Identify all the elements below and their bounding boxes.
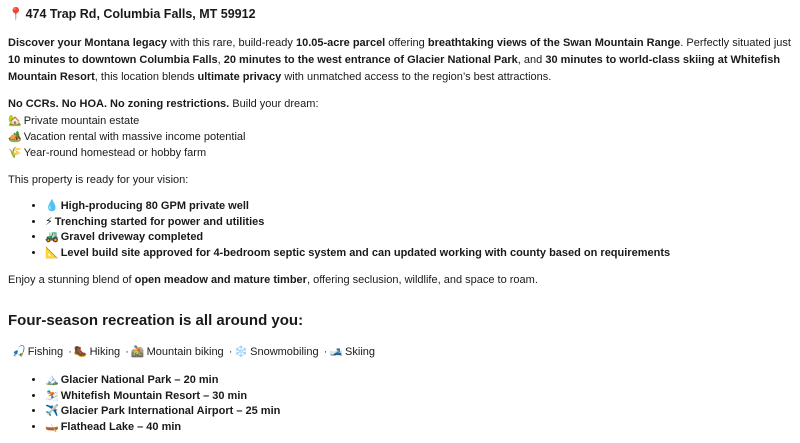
- dream-option-icon: 🏡: [8, 115, 22, 127]
- activity-item: [227, 346, 319, 358]
- activity-icon: ❄️: [234, 346, 249, 358]
- attraction-text: Glacier Park International Airport – 25 min: [60, 405, 281, 417]
- activity-label: Fishing: [27, 346, 64, 358]
- build-dream-lead: Build your dream:: [229, 98, 319, 110]
- activity-separator: ·: [125, 346, 129, 358]
- activity-icon: 🎣: [12, 346, 26, 358]
- activities-line: [8, 344, 791, 361]
- property-feature-item: [45, 246, 791, 262]
- dream-option-icon: 🏕️: [8, 131, 22, 143]
- feature-icon: 📐: [45, 246, 59, 259]
- property-feature-item: [45, 199, 791, 215]
- feature-text: Level build site approved for 4-bedroom septic system and can updated working with county based on requirements: [60, 246, 671, 259]
- activity-label: Mountain biking: [146, 346, 224, 358]
- dream-option: [8, 113, 791, 129]
- attraction-icon: ✈️: [45, 405, 59, 417]
- activity-separator: ·: [68, 346, 72, 358]
- property-address: [8, 5, 791, 23]
- attraction-icon: ⛷️: [45, 389, 59, 402]
- feature-text: Trenching started for power and utilities: [54, 215, 265, 228]
- activity-icon: 🎿: [329, 346, 344, 358]
- vision-intro-text: This property is ready for your vision:: [8, 174, 189, 186]
- attraction-icon: 🏔️: [45, 374, 59, 386]
- activity-item: [322, 346, 375, 358]
- feature-text: High-producing 80 GPM private well: [60, 200, 249, 212]
- address-text: 474 Trap Rd, Columbia Falls, MT 59912: [25, 7, 256, 21]
- activity-label: Snowmobiling: [250, 346, 319, 358]
- activity-item: [123, 346, 223, 358]
- build-your-dream-block: [8, 96, 791, 161]
- activity-label: Hiking: [89, 346, 121, 358]
- attraction-text: Flathead Lake – 40 min: [60, 420, 182, 433]
- dream-options-list: [8, 113, 791, 161]
- attraction-item: [45, 404, 791, 420]
- recreation-heading: Four-season recreation is all around you:: [8, 312, 304, 329]
- activity-separator: ·: [228, 346, 233, 358]
- dream-option-text: Year-round homestead or hobby farm: [23, 147, 207, 159]
- dream-option-text: Private mountain estate: [23, 115, 140, 127]
- activity-icon: 🚵: [130, 346, 145, 358]
- dream-option: [8, 129, 791, 145]
- activity-item: [66, 346, 120, 358]
- dream-option-text: Vacation rental with massive income potential: [23, 131, 246, 143]
- activity-icon: 🥾: [73, 346, 88, 358]
- attraction-icon: 🛶: [45, 420, 59, 433]
- feature-icon: 💧: [45, 200, 59, 212]
- feature-icon: 🚜: [45, 231, 59, 243]
- feature-icon: ⚡: [45, 215, 53, 228]
- attraction-text: Whitefish Mountain Resort – 30 min: [60, 389, 248, 402]
- attraction-item: [45, 373, 791, 389]
- intro-paragraph: Discover your Montana legacy with this rare, build-ready 10.05-acre parcel offering breathtaking views of the Swan Mountain Range. Perfectly situated just 10 minutes to downtown Columbia Falls, 20 minutes to the west entrance of Glacier National Park, and 30 minutes to world-class skiing at Whitefish Mountain Resort, this location blends ultimate privacy with unmatched access to the region’s best attractions.: [8, 37, 791, 83]
- attraction-item: [45, 420, 791, 436]
- attraction-item: [45, 389, 791, 405]
- property-feature-item: [45, 230, 791, 246]
- attraction-text: Glacier National Park – 20 min: [60, 374, 219, 386]
- property-features-list: [8, 199, 791, 261]
- property-feature-item: [45, 215, 791, 231]
- activity-item: [8, 346, 63, 358]
- no-restrictions-text: No CCRs. No HOA. No zoning restrictions.: [8, 98, 230, 110]
- dream-option: [8, 145, 791, 161]
- activity-label: Skiing: [345, 346, 376, 358]
- activity-separator: ·: [323, 346, 328, 358]
- nearby-attractions-list: [8, 373, 791, 435]
- feature-text: Gravel driveway completed: [60, 231, 204, 243]
- location-pin-icon: 📍: [8, 7, 24, 21]
- meadow-paragraph: Enjoy a stunning blend of open meadow and mature timber, offering seclusion, wildlife, and space to roam.: [8, 274, 538, 286]
- dream-option-icon: 🌾: [8, 147, 22, 159]
